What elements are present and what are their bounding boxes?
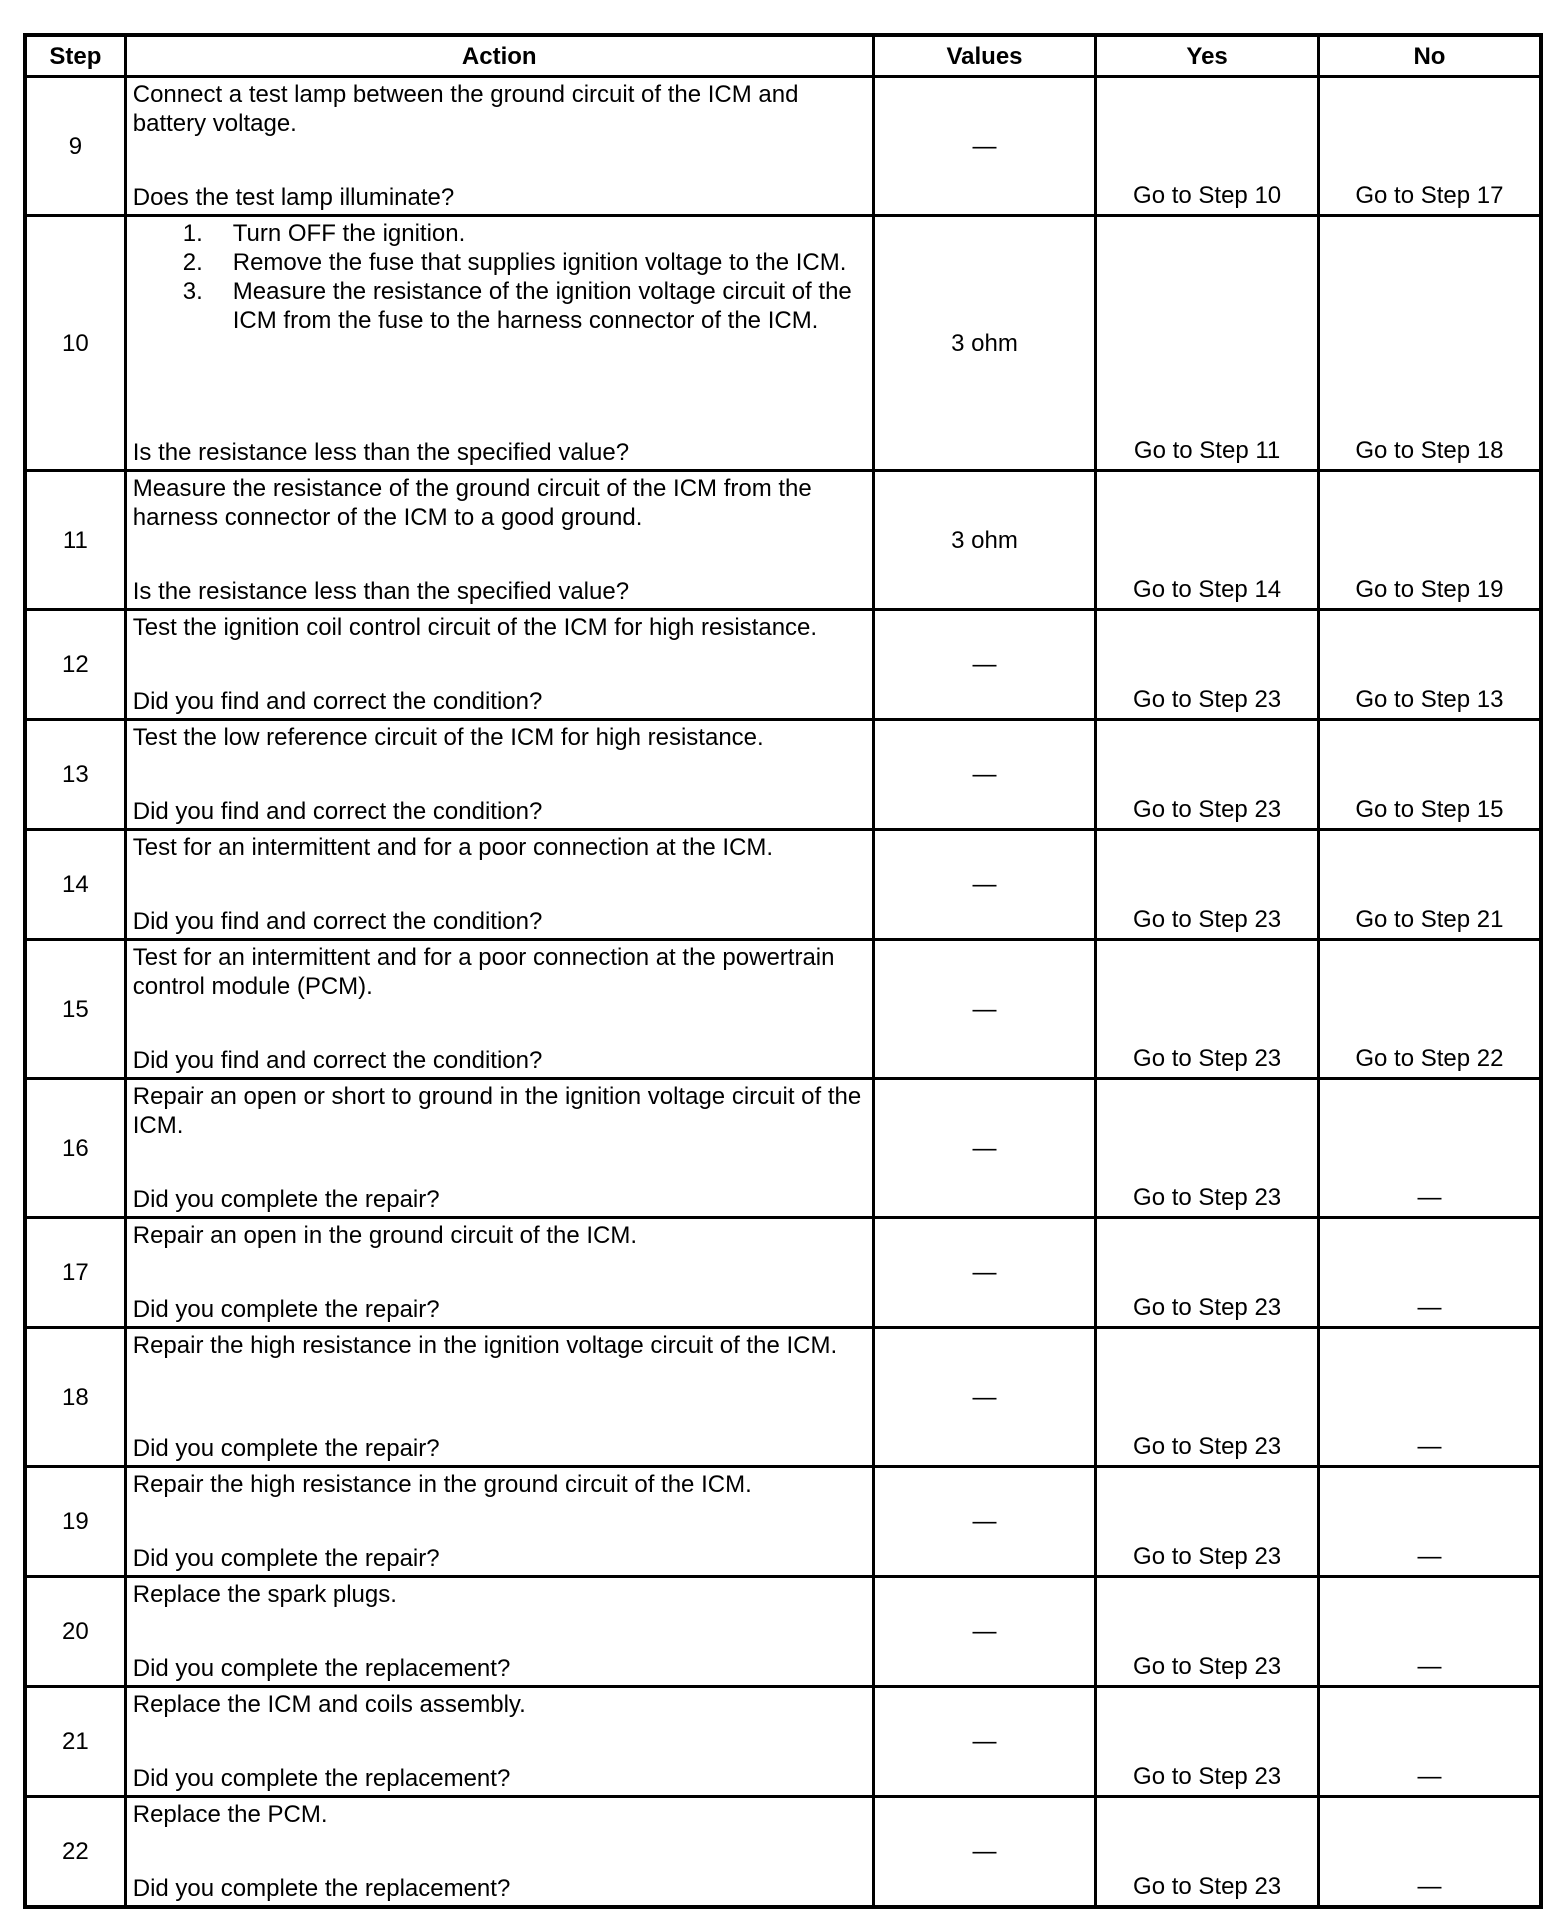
- yes-cell: Go to Step 23: [1096, 1467, 1319, 1577]
- yes-cell: Go to Step 23: [1096, 940, 1319, 1079]
- action-question: Did you complete the replacement?: [132, 1655, 511, 1682]
- values-cell: —: [873, 1467, 1096, 1577]
- values-cell: —: [873, 1797, 1096, 1908]
- action-text: Repair the high resistance in the ground circuit of the ICM.: [132, 1471, 752, 1498]
- no-cell: Go to Step 15: [1318, 720, 1541, 830]
- table-row: [25, 1577, 1541, 1687]
- action-steps-list: [133, 219, 866, 335]
- action-text: Replace the spark plugs.: [132, 1581, 397, 1608]
- action-question: Did you find and correct the condition?: [132, 908, 543, 935]
- action-question: Is the resistance less than the specified value?: [132, 439, 630, 466]
- no-cell: —: [1318, 1797, 1541, 1908]
- table-row: [25, 77, 1541, 216]
- yes-cell: Go to Step 10: [1096, 77, 1319, 216]
- no-cell: Go to Step 18: [1318, 216, 1541, 471]
- yes-cell: Go to Step 23: [1096, 830, 1319, 940]
- list-item-number: 1.: [182, 220, 203, 247]
- yes-cell: Go to Step 23: [1096, 1687, 1319, 1797]
- header-step: Step: [25, 35, 125, 77]
- values-cell: —: [873, 830, 1096, 940]
- table-row: [25, 1328, 1541, 1467]
- action-question: Did you find and correct the condition?: [132, 688, 543, 715]
- action-text: Connect a test lamp between the ground circuit of the ICM and battery voltage.: [132, 81, 799, 137]
- yes-cell: Go to Step 11: [1096, 216, 1319, 471]
- step-number: 11: [25, 471, 125, 610]
- action-cell: [125, 1687, 873, 1797]
- step-number: 9: [25, 77, 125, 216]
- action-cell: [125, 1467, 873, 1577]
- action-text: Repair the high resistance in the ignition voltage circuit of the ICM.: [132, 1332, 838, 1359]
- yes-cell: Go to Step 23: [1096, 720, 1319, 830]
- action-cell: [125, 610, 873, 720]
- yes-cell: Go to Step 23: [1096, 1079, 1319, 1218]
- table-row: [25, 1797, 1541, 1908]
- table-row: [25, 1079, 1541, 1218]
- list-item-text: Remove the fuse that supplies ignition voltage to the ICM.: [232, 249, 847, 276]
- step-number: 19: [25, 1467, 125, 1577]
- table-row: [25, 720, 1541, 830]
- action-cell: [125, 471, 873, 610]
- diagnostic-table: [23, 33, 1543, 1909]
- action-cell: [125, 216, 873, 471]
- action-text: Test for an intermittent and for a poor connection at the ICM.: [132, 834, 774, 861]
- action-cell: [125, 940, 873, 1079]
- yes-cell: Go to Step 23: [1096, 1218, 1319, 1328]
- values-cell: —: [873, 1328, 1096, 1467]
- step-number: 20: [25, 1577, 125, 1687]
- action-text: Test the ignition coil control circuit of the ICM for high resistance.: [132, 614, 818, 641]
- action-cell: [125, 1328, 873, 1467]
- header-action: Action: [125, 35, 873, 77]
- action-cell: [125, 77, 873, 216]
- yes-cell: Go to Step 23: [1096, 1797, 1319, 1908]
- step-number: 18: [25, 1328, 125, 1467]
- action-text: Repair an open or short to ground in the ignition voltage circuit of the ICM.: [132, 1083, 862, 1139]
- step-number: 14: [25, 830, 125, 940]
- action-text: Test the low reference circuit of the ICM for high resistance.: [132, 724, 764, 751]
- action-question: Does the test lamp illuminate?: [132, 184, 455, 211]
- action-question: Did you find and correct the condition?: [132, 798, 543, 825]
- no-cell: Go to Step 21: [1318, 830, 1541, 940]
- values-cell: —: [873, 1687, 1096, 1797]
- table-row: [25, 1218, 1541, 1328]
- step-number: 15: [25, 940, 125, 1079]
- table-row: [25, 471, 1541, 610]
- table-row: [25, 940, 1541, 1079]
- action-question: Did you complete the repair?: [132, 1545, 440, 1572]
- step-number: 16: [25, 1079, 125, 1218]
- no-cell: Go to Step 13: [1318, 610, 1541, 720]
- action-cell: [125, 1079, 873, 1218]
- action-text: Repair an open in the ground circuit of the ICM.: [132, 1222, 638, 1249]
- no-cell: —: [1318, 1577, 1541, 1687]
- action-question: Did you complete the repair?: [132, 1435, 440, 1462]
- step-number: 21: [25, 1687, 125, 1797]
- no-cell: —: [1318, 1328, 1541, 1467]
- list-item: [183, 277, 866, 335]
- action-text: Replace the PCM.: [132, 1801, 328, 1828]
- yes-cell: Go to Step 23: [1096, 610, 1319, 720]
- yes-cell: Go to Step 14: [1096, 471, 1319, 610]
- values-cell: —: [873, 610, 1096, 720]
- header-yes: Yes: [1096, 35, 1319, 77]
- step-number: 17: [25, 1218, 125, 1328]
- action-cell: [125, 1218, 873, 1328]
- action-question: Did you complete the replacement?: [132, 1765, 511, 1792]
- action-question: Did you complete the repair?: [132, 1296, 440, 1323]
- values-cell: 3 ohm: [873, 216, 1096, 471]
- action-cell: [125, 1797, 873, 1908]
- table-row: [25, 1687, 1541, 1797]
- table-row: [25, 216, 1541, 471]
- action-question: Is the resistance less than the specified value?: [132, 578, 630, 605]
- header-row: [25, 35, 1541, 77]
- list-item-number: 2.: [182, 249, 203, 276]
- action-text: Measure the resistance of the ground circuit of the ICM from the harness connector of the ICM to a good ground.: [132, 475, 812, 531]
- values-cell: —: [873, 77, 1096, 216]
- action-question: Did you complete the replacement?: [132, 1875, 511, 1902]
- step-number: 13: [25, 720, 125, 830]
- values-cell: 3 ohm: [873, 471, 1096, 610]
- action-cell: [125, 1577, 873, 1687]
- no-cell: Go to Step 22: [1318, 940, 1541, 1079]
- values-cell: —: [873, 1218, 1096, 1328]
- table-row: [25, 830, 1541, 940]
- step-number: 12: [25, 610, 125, 720]
- list-item: [183, 219, 866, 248]
- no-cell: Go to Step 17: [1318, 77, 1541, 216]
- no-cell: —: [1318, 1687, 1541, 1797]
- no-cell: —: [1318, 1218, 1541, 1328]
- action-question: Did you complete the repair?: [132, 1186, 440, 1213]
- header-no: No: [1318, 35, 1541, 77]
- list-item: [183, 248, 866, 277]
- list-item-text: Turn OFF the ignition.: [232, 220, 466, 247]
- values-cell: —: [873, 720, 1096, 830]
- values-cell: —: [873, 1079, 1096, 1218]
- table-row: [25, 1467, 1541, 1577]
- no-cell: —: [1318, 1467, 1541, 1577]
- step-number: 10: [25, 216, 125, 471]
- values-cell: —: [873, 940, 1096, 1079]
- action-cell: [125, 720, 873, 830]
- action-text: Replace the ICM and coils assembly.: [132, 1691, 526, 1718]
- table-row: [25, 610, 1541, 720]
- header-values: Values: [873, 35, 1096, 77]
- list-item-text: Measure the resistance of the ignition voltage circuit of the ICM from the fuse to the harness connector of the ICM.: [232, 278, 852, 334]
- yes-cell: Go to Step 23: [1096, 1577, 1319, 1687]
- step-number: 22: [25, 1797, 125, 1908]
- action-text: Test for an intermittent and for a poor connection at the powertrain control module (PCM).: [132, 944, 835, 1000]
- no-cell: Go to Step 19: [1318, 471, 1541, 610]
- values-cell: —: [873, 1577, 1096, 1687]
- list-item-number: 3.: [182, 278, 203, 305]
- action-cell: [125, 830, 873, 940]
- yes-cell: Go to Step 23: [1096, 1328, 1319, 1467]
- action-question: Did you find and correct the condition?: [132, 1047, 543, 1074]
- no-cell: —: [1318, 1079, 1541, 1218]
